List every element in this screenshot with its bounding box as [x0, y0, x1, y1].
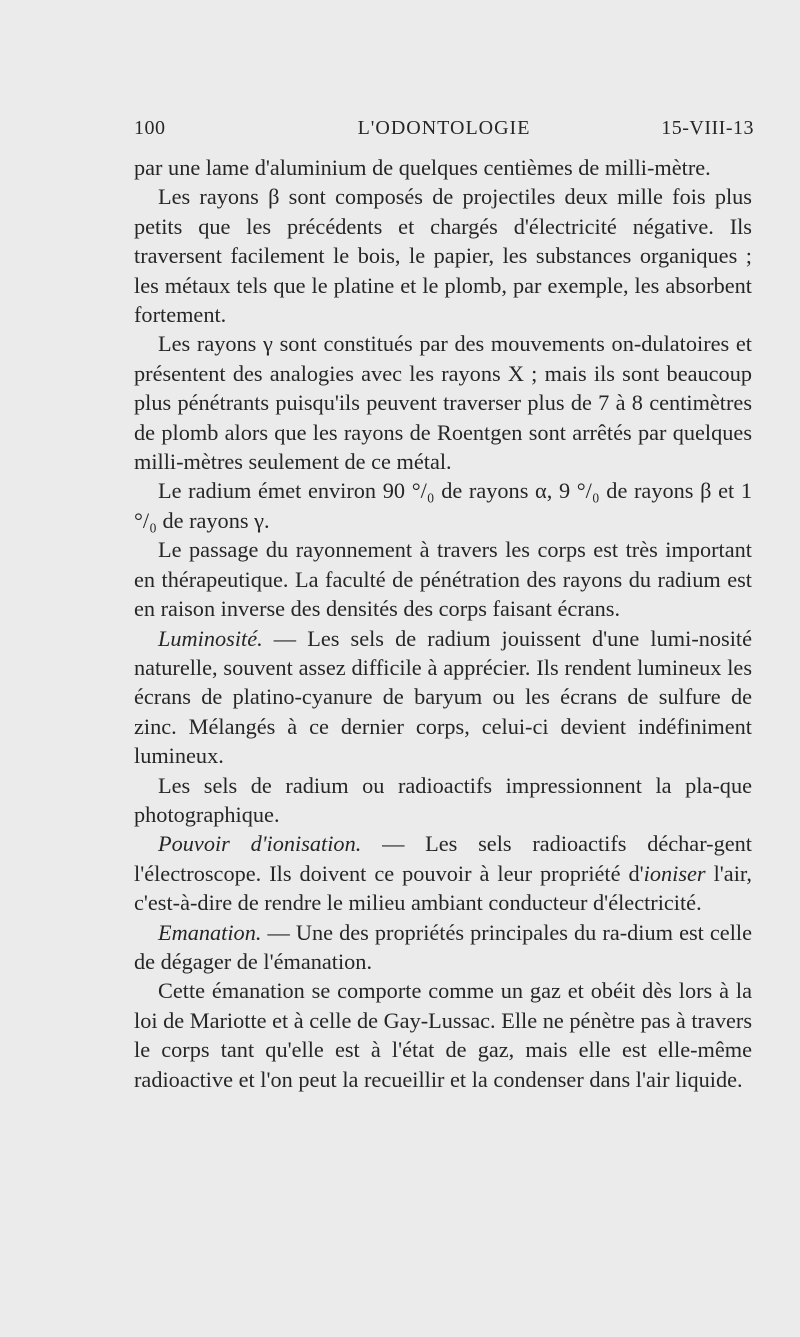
paragraph: par une lame d'aluminium de quelques centièmes de milli-mètre. [134, 155, 711, 180]
section-heading: Luminosité. [158, 625, 263, 651]
emphasis: ioniser [643, 860, 706, 886]
paragraph: Cette émanation se comporte comme un gaz et obéit dès lors à la loi de Mariotte et à celle de Gay-Lussac. Elle ne pénètre pas à travers le corps tant qu'elle est à l'état de gaz, mais elle est elle-même radioactive et l'on peut la recueillir et la condenser dans l'air liquide. [134, 978, 752, 1092]
paragraph: Les rayons β sont composés de projectiles deux mille fois plus petits que les précédents et chargés d'électricité négative. Ils traversent facilement le bois, le papier, les substances organiques ; les métaux tels que le platine et le plomb, par exemple, les absorbent fortement. [134, 184, 752, 328]
paragraph: Pouvoir d'ionisation. — Les sels radioactifs déchar-gent l'électroscope. Ils doivent ce pouvoir à leur propriété d'ioniser l'air, c'est-à-dire de rendre le milieu ambiant conducteur d'électricité. [134, 831, 752, 916]
paragraph: Les sels de radium ou radioactifs impressionnent la pla-que photographique. [134, 772, 752, 827]
issue-date: 15-VIII-13 [661, 117, 754, 139]
section-heading: Emanation. [158, 919, 262, 945]
page-number: 100 [134, 117, 166, 139]
paragraph: Le radium émet environ 90 °/₀ de rayons α, 9 °/₀ de rayons β et 1 °/₀ de rayons γ. [134, 478, 752, 533]
body-text [134, 153, 752, 1094]
paragraph: Les rayons γ sont constitués par des mouvements on-dulatoires et présentent des analogies avec les rayons X ; mais ils sont beaucoup plus pénétrants puisqu'ils peuvent traverser plus de 7 à 8 centimètres de plomb alors que les rayons de Roentgen sont arrêtés par quelques milli-mètres seulement de ce métal. [134, 331, 752, 475]
paragraph: Luminosité. — Les sels de radium jouissent d'une lumi-nosité naturelle, souvent assez difficile à apprécier. Ils rendent lumineux les écrans de platino-cyanure de baryum ou les écrans de sulfure de zinc. Mélangés à ce dernier corps, celui-ci devient indéfiniment lumineux. [134, 625, 752, 769]
paragraph: Emanation. — Une des propriétés principales du ra-dium est celle de dégager de l'émanation. [134, 919, 752, 974]
journal-title: L'ODONTOLOGIE [357, 117, 531, 139]
paragraph: Le passage du rayonnement à travers les corps est très important en thérapeutique. La faculté de pénétration des rayons du radium est en raison inverse des densités des corps faisant écrans. [134, 537, 752, 622]
running-header [134, 117, 754, 147]
section-heading: Pouvoir d'ionisation. [158, 831, 362, 857]
